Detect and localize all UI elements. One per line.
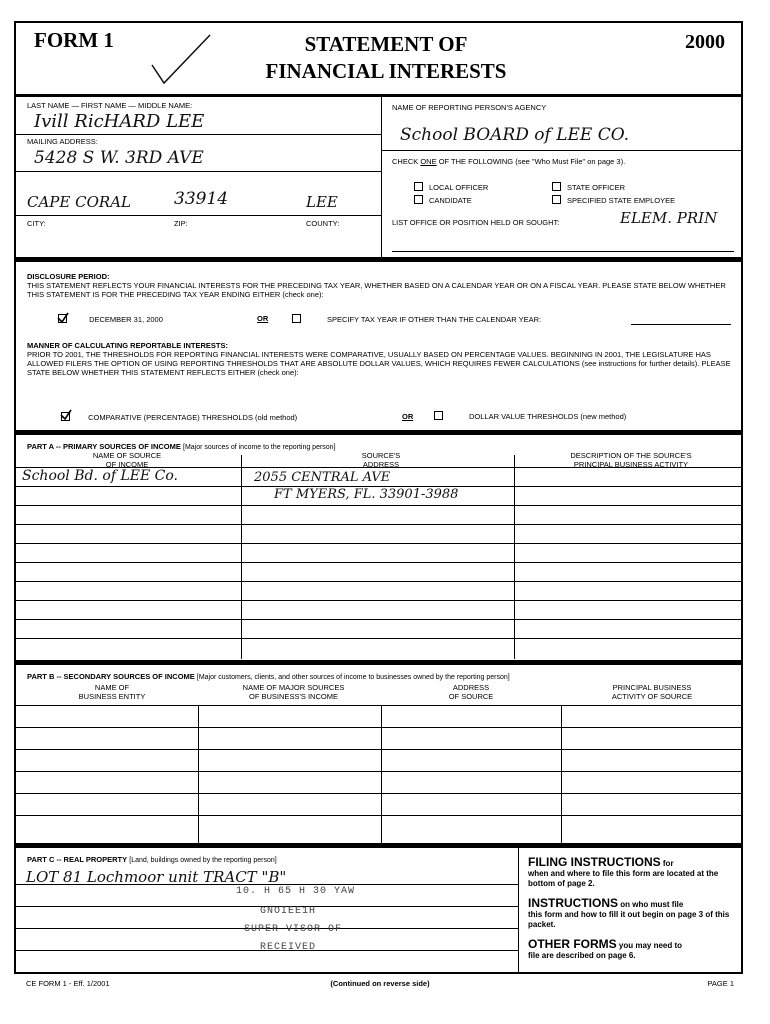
option-label: DOLLAR VALUE THRESHOLDS (new method) xyxy=(469,412,627,421)
divider xyxy=(16,638,741,639)
divider xyxy=(16,843,741,848)
option-comparative[interactable] xyxy=(61,412,297,422)
office-extra-line[interactable] xyxy=(392,251,734,252)
option-label: SPECIFIED STATE EMPLOYEE xyxy=(567,196,676,205)
divider xyxy=(16,793,741,794)
other-forms xyxy=(528,939,738,951)
form-id: CE FORM 1 - Eff. 1/2001 xyxy=(26,979,110,988)
divider xyxy=(16,134,381,135)
instructions-panel xyxy=(528,857,738,961)
form-title-line2: FINANCIAL INTERESTS xyxy=(265,59,507,83)
divider xyxy=(16,171,381,172)
or-label: OR xyxy=(402,412,414,421)
option-label: STATE OFFICER xyxy=(567,183,626,192)
received-stamp-line: SUPER VISOR OF xyxy=(244,924,343,935)
zip-label: ZIP: xyxy=(174,219,188,228)
part-c-table xyxy=(16,868,518,974)
checkmark-icon xyxy=(144,31,224,91)
option-specified-state-employee[interactable] xyxy=(552,195,675,205)
instructions-text: this form and how to fill it out begin on page 3 of this packet. xyxy=(528,910,730,929)
part-a-table xyxy=(16,467,741,659)
page-number: PAGE 1 xyxy=(707,979,734,988)
divider xyxy=(16,600,741,601)
divider xyxy=(16,771,741,772)
divider xyxy=(518,848,519,974)
other-forms-tail: you may need to xyxy=(616,941,683,950)
checkbox[interactable] xyxy=(414,195,423,204)
divider xyxy=(16,660,741,665)
check-one-instruction xyxy=(392,157,625,166)
instructions-title: INSTRUCTIONS xyxy=(528,896,618,910)
checkbox[interactable] xyxy=(552,195,561,204)
part-a-subtitle: [Major sources of income to the reporting person] xyxy=(183,444,336,451)
part-c-title: PART C -- REAL PROPERTY xyxy=(27,855,128,864)
option-candidate[interactable] xyxy=(414,195,472,205)
county-label: COUNTY: xyxy=(306,219,340,228)
instructions xyxy=(528,898,738,910)
filing-instructions-tail: for xyxy=(660,859,674,868)
table-cell[interactable]: School Bd. of LEE Co. xyxy=(22,468,178,484)
agency-label: NAME OF REPORTING PERSON'S AGENCY xyxy=(392,103,547,112)
divider xyxy=(16,524,741,525)
name-label: LAST NAME — FIRST NAME — MIDDLE NAME: xyxy=(27,101,193,110)
divider xyxy=(16,727,741,728)
zip-field[interactable]: 33914 xyxy=(174,189,229,209)
part-a-col-description: DESCRIPTION OF THE SOURCE'S PRINCIPAL BUSINESS ACTIVITY xyxy=(570,451,692,469)
continued-note: (Continued on reverse side) xyxy=(330,979,430,988)
check-one-suffix: OF THE FOLLOWING (see "Who Must File" on page 3). xyxy=(436,157,626,166)
option-other-tax-year[interactable] xyxy=(292,314,541,324)
divider xyxy=(16,749,741,750)
received-stamp-line: GNOIEE1H xyxy=(260,906,317,917)
part-a-col-address: SOURCE'S ADDRESS xyxy=(361,451,401,469)
filing-instructions-title: FILING INSTRUCTIONS xyxy=(528,855,661,869)
option-label: COMPARATIVE (PERCENTAGE) THRESHOLDS (old method) xyxy=(88,413,298,422)
checkbox[interactable] xyxy=(61,412,70,421)
divider xyxy=(16,562,741,563)
divider xyxy=(16,581,741,582)
checkbox[interactable] xyxy=(552,182,561,191)
option-label: CANDIDATE xyxy=(429,196,472,205)
filing-instructions xyxy=(528,857,738,869)
disclosure-heading: DISCLOSURE PERIOD: xyxy=(27,272,110,281)
part-a-title: PART A -- PRIMARY SOURCES OF INCOME xyxy=(27,442,181,451)
form-title-line1: STATEMENT OF xyxy=(304,32,468,56)
option-local-officer[interactable] xyxy=(414,182,488,192)
filing-instructions-text: when and where to file this form are located at the bottom of page 2. xyxy=(528,869,719,888)
part-b-col-entity: NAME OF BUSINESS ENTITY xyxy=(78,683,146,701)
part-b-title: PART B -- SECONDARY SOURCES OF INCOME xyxy=(27,672,195,681)
part-b-table xyxy=(16,705,741,843)
table-cell[interactable]: FT MYERS, FL. 33901-3988 xyxy=(274,487,459,502)
office-field[interactable]: ELEM. PRIN xyxy=(620,209,718,227)
name-field[interactable]: Ivill RicHARD LEE xyxy=(34,111,205,132)
option-label: LOCAL OFFICER xyxy=(429,183,489,192)
divider xyxy=(16,505,741,506)
checkbox[interactable] xyxy=(414,182,423,191)
divider xyxy=(16,543,741,544)
divider xyxy=(198,705,199,843)
manner-text: PRIOR TO 2001, THE THRESHOLDS FOR REPORTING FINANCIAL INTERESTS WERE COMPARATIVE, USUALLY BASED ON PERCENTAGE VALUES. BEGINNING IN 2001, THE LEGISLATURE HAS ALLOWED FILERS THE OPTION OF USING REPORTING THRESHOLDS THAT ARE ABSOLUTE DOLLAR VALUES, WHICH REQUIRES FEWER CALCULATIONS (see instructions for further details). PLEASE STATE BELOW WHETHER THIS STATEMENT REFLECTS EITHER (check one): xyxy=(27,350,731,377)
check-one-prefix: CHECK xyxy=(392,157,421,166)
mailing-address-field[interactable]: 5428 S W. 3RD AVE xyxy=(34,148,204,168)
county-field[interactable]: LEE xyxy=(306,193,338,211)
received-stamp-line: RECEIVED xyxy=(260,942,317,953)
divider xyxy=(381,97,382,257)
check-one-word: ONE xyxy=(420,157,437,166)
part-b-col-activity: PRINCIPAL BUSINESS ACTIVITY OF SOURCE xyxy=(611,683,693,701)
agency-field[interactable]: School BOARD of LEE CO. xyxy=(400,125,630,145)
part-b-col-address: ADDRESS OF SOURCE xyxy=(448,683,494,701)
divider xyxy=(16,705,741,706)
form-title xyxy=(226,31,546,85)
other-forms-title: OTHER FORMS xyxy=(528,937,617,951)
checkbox[interactable] xyxy=(434,411,443,420)
part-b-heading xyxy=(27,672,510,682)
check-mark-icon xyxy=(60,409,72,421)
part-b-subtitle: [Major customers, clients, and other sources of income to businesses owned by the reporting person] xyxy=(196,674,510,681)
divider xyxy=(16,430,741,435)
received-stamp-line: 10. H 65 H 30 YAW xyxy=(236,886,356,897)
table-cell[interactable]: 2055 CENTRAL AVE xyxy=(254,470,391,485)
divider xyxy=(381,705,382,843)
divider xyxy=(381,150,741,151)
divider xyxy=(16,619,741,620)
divider xyxy=(16,815,741,816)
checkbox[interactable] xyxy=(58,314,67,323)
disclosure-text: THIS STATEMENT REFLECTS YOUR FINANCIAL INTERESTS FOR THE PRECEDING TAX YEAR, WHETHER BASED ON A CALENDAR YEAR OR ON A FISCAL YEAR. PLEASE STATE BELOW WHETHER THIS STATEMENT IS FOR THE PRECEDING TAX YEAR ENDING EITHER (check one): xyxy=(27,281,726,299)
divider xyxy=(16,215,381,216)
part-c-heading xyxy=(27,855,277,865)
option-state-officer[interactable] xyxy=(552,182,625,192)
real-property-entry[interactable]: LOT 81 Lochmoor unit TRACT "B" xyxy=(26,868,287,886)
option-dec-31[interactable] xyxy=(58,314,163,324)
part-b-col-sources: NAME OF MAJOR SOURCES OF BUSINESS'S INCOME xyxy=(242,683,345,701)
form-year: 2000 xyxy=(685,31,725,53)
check-mark-icon xyxy=(57,312,69,324)
mailing-address-label: MAILING ADDRESS: xyxy=(27,137,98,146)
checkbox[interactable] xyxy=(292,314,301,323)
manner-heading: MANNER OF CALCULATING REPORTABLE INTERESTS: xyxy=(27,341,228,350)
option-label: SPECIFY TAX YEAR IF OTHER THAN THE CALENDAR YEAR: xyxy=(327,315,542,324)
divider xyxy=(16,94,741,97)
other-forms-text: file are described on page 6. xyxy=(528,951,636,960)
option-dollar-value[interactable] xyxy=(434,411,626,421)
city-field[interactable]: CAPE CORAL xyxy=(27,193,131,211)
form-number: FORM 1 xyxy=(34,28,114,52)
part-c-subtitle: [Land, buildings owned by the reporting person] xyxy=(129,857,277,864)
city-label: CITY: xyxy=(27,219,46,228)
office-label: LIST OFFICE OR POSITION HELD OR SOUGHT: xyxy=(392,218,560,227)
form-frame xyxy=(14,21,743,974)
option-label: DECEMBER 31, 2000 xyxy=(89,315,163,324)
divider xyxy=(16,257,741,262)
other-tax-year-field[interactable] xyxy=(631,324,731,325)
part-a-col-name: NAME OF SOURCE OF INCOME xyxy=(92,451,162,469)
or-label: OR xyxy=(257,314,269,323)
divider xyxy=(561,705,562,843)
instructions-tail: on who must file xyxy=(618,900,684,909)
